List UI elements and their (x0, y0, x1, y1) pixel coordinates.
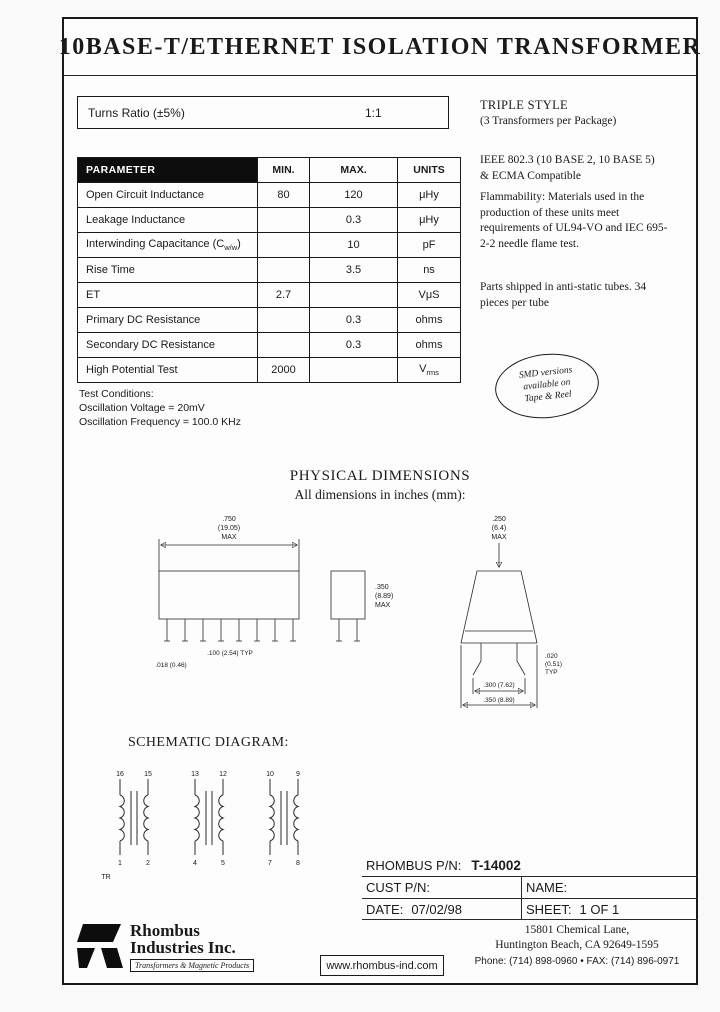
dimension-label: MAX (491, 534, 507, 541)
rhombus-pn-value: T-14002 (471, 857, 521, 873)
table-row (78, 258, 461, 283)
title-block (58, 19, 702, 76)
compatibility-line: & ECMA Compatible (480, 169, 581, 182)
parameters-table (77, 157, 461, 383)
pin-number: 15 (144, 771, 152, 778)
dimension-drawings (109, 511, 669, 726)
schematic-ref-label: TR (101, 874, 111, 881)
parameter-cell (78, 183, 258, 208)
parameter-subscript: w/w (224, 243, 238, 253)
part-info-grid (362, 876, 698, 920)
compatibility-line: IEEE 802.3 (10 BASE 2, 10 BASE 5) (480, 154, 655, 167)
test-conditions-line: Oscillation Voltage = 20mV (79, 402, 205, 415)
min-cell (258, 233, 310, 258)
table-row (78, 358, 461, 383)
compatibility-note (480, 153, 692, 184)
units-text: ohms (415, 339, 443, 351)
schematic-title: SCHEMATIC DIAGRAM: (128, 735, 289, 750)
smd-line: Tape & Reel (524, 389, 573, 405)
max-cell: 0.3 (310, 308, 398, 333)
col-header-max: MAX. (310, 158, 398, 183)
transformer-symbol (116, 771, 152, 867)
dimension-label: .350 (375, 584, 389, 591)
units-cell (398, 358, 461, 383)
parameter-cell (78, 333, 258, 358)
dimension-label: .350 (8.89) (483, 697, 515, 704)
address-line: Huntington Beach, CA 92649-1595 (495, 939, 659, 952)
dimension-label: (6.4) (491, 525, 507, 532)
parameter-text: Interwinding Capacitance (C (86, 237, 225, 250)
side-view-drawing (331, 571, 393, 641)
pin-number: 10 (266, 771, 274, 778)
dimension-label: .020 (545, 653, 558, 660)
units-text: V (419, 362, 427, 375)
sheet-value: 1 OF 1 (579, 901, 620, 917)
pin-number: 16 (116, 771, 124, 778)
rhombus-pn-row (362, 854, 698, 876)
page-title: 10BASE-T/ETHERNET ISOLATION TRANSFORMER (58, 33, 702, 60)
parameter-text: Open Circuit Inductance (86, 189, 205, 201)
max-cell: 0.3 (310, 208, 398, 233)
min-cell: 2.7 (258, 283, 310, 308)
dimension-label: .750 (222, 516, 236, 523)
parameter-text-end: ) (237, 237, 241, 250)
units-cell (398, 233, 461, 258)
schematic-drawing (94, 763, 329, 893)
units-cell (398, 183, 461, 208)
parameter-text: Secondary DC Resistance (86, 339, 216, 351)
pin-number: 13 (191, 771, 199, 778)
transformer-symbol (191, 771, 227, 867)
company-name-line: Rhombus (130, 921, 200, 940)
dimension-label: (19.05) (217, 525, 241, 532)
parameter-cell (78, 358, 258, 383)
table-row (78, 333, 461, 358)
style-title: TRIPLE STYLE (480, 98, 568, 112)
date-label: DATE: (366, 901, 404, 917)
parameter-cell (78, 233, 258, 258)
name-label: NAME: (526, 880, 568, 895)
min-cell (258, 258, 310, 283)
notes-panel (480, 97, 692, 405)
shipping-note: Parts shipped in anti-static tubes. 34 pieces per tube (480, 281, 647, 309)
pin-number: 4 (193, 860, 197, 867)
company-name-line: Industries Inc. (130, 938, 236, 957)
address-line: 15801 Chemical Lane, (524, 924, 630, 936)
min-cell (258, 208, 310, 233)
max-cell: 10 (310, 233, 398, 258)
company-name-block (130, 922, 254, 972)
max-cell (310, 358, 398, 383)
parameter-text: High Potential Test (86, 364, 178, 376)
rhombus-logo (77, 922, 123, 970)
units-cell (398, 208, 461, 233)
table-row (78, 233, 461, 258)
parameter-text: Rise Time (86, 264, 135, 276)
smd-line: SMD versions (518, 365, 573, 382)
company-identity (77, 922, 254, 972)
dimension-label: MAX (375, 602, 391, 609)
max-cell: 120 (310, 183, 398, 208)
test-conditions-line: Oscillation Frequency = 100.0 KHz (79, 416, 241, 429)
pin-number: 12 (219, 771, 227, 778)
units-text: ns (423, 264, 435, 276)
min-cell: 2000 (258, 358, 310, 383)
test-conditions-heading: Test Conditions: (79, 388, 154, 400)
company-address (454, 923, 700, 969)
pin-number: 8 (296, 860, 300, 867)
name-cell (522, 877, 698, 898)
cust-pn-cell (362, 877, 522, 898)
units-text: VμS (418, 289, 440, 301)
dimension-label: TYP (545, 669, 558, 676)
col-header-parameter: PARAMETER (78, 158, 258, 183)
units-text: μHy (419, 189, 439, 201)
style-subtitle: (3 Transformers per Package) (480, 114, 617, 127)
parameter-text: Leakage Inductance (86, 214, 186, 226)
date-value: 07/02/98 (411, 901, 462, 917)
dimension-label: .018 (0.46) (155, 662, 187, 669)
contact-line: Phone: (714) 898-0960 • FAX: (714) 896-0971 (474, 956, 680, 968)
pin-number: 5 (221, 860, 225, 867)
max-cell (310, 283, 398, 308)
turns-ratio-label: Turns Ratio (±5%) (88, 105, 185, 120)
dimension-label: (0.51) (545, 661, 562, 668)
physical-dimensions-title: PHYSICAL DIMENSIONS (289, 468, 471, 484)
units-cell (398, 333, 461, 358)
parameter-cell (78, 283, 258, 308)
date-cell (362, 898, 522, 919)
parameter-text: Primary DC Resistance (86, 314, 201, 326)
units-cell (398, 258, 461, 283)
units-text: ohms (415, 314, 443, 326)
units-cell (398, 308, 461, 333)
company-tagline: Transformers & Magnetic Products (130, 959, 254, 972)
turns-ratio-value: 1:1 (365, 105, 382, 120)
table-row (78, 183, 461, 208)
max-cell: 0.3 (310, 333, 398, 358)
physical-dimensions-subtitle: All dimensions in inches (mm): (294, 487, 466, 502)
pin-number: 9 (296, 771, 300, 778)
front-view-drawing (155, 516, 299, 669)
rhombus-pn-label: RHOMBUS P/N: (366, 857, 462, 873)
parameter-cell (78, 258, 258, 283)
max-cell: 3.5 (310, 258, 398, 283)
parameter-cell (78, 308, 258, 333)
datasheet-page (58, 17, 702, 985)
website-box (320, 955, 444, 976)
website-url: www.rhombus-ind.com (326, 959, 438, 972)
sheet-cell (522, 898, 698, 919)
col-header-units: UNITS (398, 158, 461, 183)
min-cell: 80 (258, 183, 310, 208)
col-header-min: MIN. (258, 158, 310, 183)
dimension-label: .100 (2.54) TYP (207, 650, 253, 657)
test-conditions (79, 387, 241, 430)
table-row (78, 208, 461, 233)
smd-line: available on (522, 377, 571, 393)
dimension-label: MAX (221, 534, 237, 541)
table-header-row (78, 158, 461, 183)
cust-pn-label: CUST P/N: (366, 880, 431, 895)
parameter-cell (78, 208, 258, 233)
parameter-text: ET (86, 289, 101, 301)
min-cell (258, 308, 310, 333)
sheet-label: SHEET: (526, 901, 572, 917)
pin-number: 7 (268, 860, 272, 867)
units-text: μHy (419, 214, 439, 226)
table-row (78, 283, 461, 308)
transformer-symbol (266, 771, 300, 867)
part-info-block (362, 854, 698, 920)
min-cell (258, 333, 310, 358)
table-row (78, 308, 461, 333)
dimension-label: .300 (7.62) (483, 682, 515, 689)
turns-ratio-box (77, 96, 449, 129)
units-subscript: rms (426, 368, 439, 378)
smd-availability-badge (492, 349, 602, 424)
pin-number: 1 (118, 860, 122, 867)
units-cell (398, 283, 461, 308)
flammability-note: Flammability: Materials used in the production of these units meet requirements of UL94-VO and IEC 695-2-2 needle flame test. (480, 191, 668, 250)
units-text: pF (422, 239, 436, 251)
pin-number: 2 (146, 860, 150, 867)
dimension-label: (8.89) (375, 593, 394, 600)
end-view-drawing (461, 516, 562, 708)
dimension-label: .250 (492, 516, 506, 523)
